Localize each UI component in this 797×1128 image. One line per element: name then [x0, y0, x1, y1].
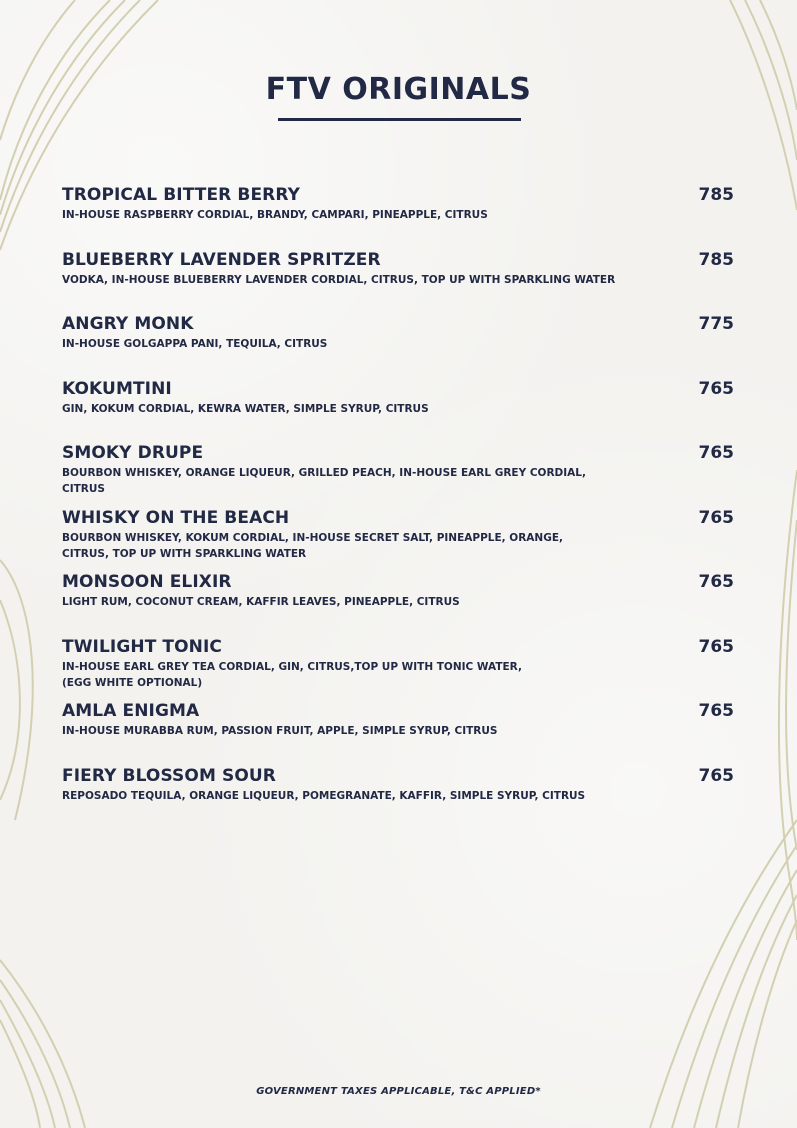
menu-item — [62, 507, 734, 572]
item-price: 785 — [698, 185, 734, 205]
item-description: LIGHT RUM, COCONUT CREAM, KAFFIR LEAVES, PINEAPPLE, CITRUS — [62, 596, 460, 608]
item-description: IN-HOUSE GOLGAPPA PANI, TEQUILA, CITRUS — [62, 338, 328, 350]
menu-item — [62, 571, 734, 636]
item-price: 765 — [698, 636, 734, 657]
title-underline — [278, 118, 521, 121]
item-description: IN-HOUSE MURABBA RUM, PASSION FRUIT, APPLE, SIMPLE SYRUP, CITRUS — [62, 725, 498, 737]
item-description: BOURBON WHISKEY, ORANGE LIQUEUR, GRILLED PEACH, IN-HOUSE EARL GREY CORDIAL, CITRUS — [62, 467, 586, 495]
footer-note: GOVERNMENT TAXES APPLICABLE, T&C APPLIED* — [256, 1086, 541, 1097]
item-price: 765 — [698, 701, 734, 721]
item-description: REPOSADO TEQUILA, ORANGE LIQUEUR, POMEGRANATE, KAFFIR, SIMPLE SYRUP, CITRUS — [62, 789, 586, 802]
menu-item — [62, 765, 734, 830]
item-description: VODKA, IN-HOUSE BLUEBERRY LAVENDER CORDIAL, CITRUS, TOP UP WITH SPARKLING WATER — [62, 273, 616, 286]
item-description: GIN, KOKUM CORDIAL, KEWRA WATER, SIMPLE SYRUP, CITRUS — [62, 402, 429, 415]
item-name: TWILIGHT TONIC — [62, 636, 223, 657]
item-name: ANGRY MONK — [62, 314, 194, 334]
item-price: 785 — [698, 249, 734, 270]
item-name: WHISKY ON THE BEACH — [62, 507, 290, 528]
item-name: AMLA ENIGMA — [62, 701, 200, 721]
cocktail-list — [62, 184, 734, 829]
menu-item — [62, 184, 734, 249]
item-name: MONSOON ELIXIR — [62, 572, 232, 592]
menu-item — [62, 442, 734, 507]
item-description: IN-HOUSE EARL GREY TEA CORDIAL, GIN, CITRUS,TOP UP WITH TONIC WATER, (EGG WHITE OPTIONAL) — [62, 660, 522, 689]
item-name: FIERY BLOSSOM SOUR — [62, 765, 276, 786]
item-price: 765 — [698, 378, 734, 399]
menu-item — [62, 249, 734, 314]
item-description: IN-HOUSE RASPBERRY CORDIAL, BRANDY, CAMPARI, PINEAPPLE, CITRUS — [62, 209, 488, 221]
item-name: KOKUMTINI — [62, 378, 172, 399]
item-price: 765 — [698, 507, 734, 528]
menu-item — [62, 378, 734, 443]
item-description: BOURBON WHISKEY, KOKUM CORDIAL, IN-HOUSE SECRET SALT, PINEAPPLE, ORANGE, CITRUS, TOP UP WITH SPARKLING WATER — [62, 531, 563, 560]
item-price: 765 — [698, 765, 734, 786]
item-price: 765 — [698, 443, 734, 463]
menu-title: FTV ORIGINALS — [265, 72, 532, 107]
menu-item — [62, 313, 734, 378]
item-name: TROPICAL BITTER BERRY — [62, 185, 301, 205]
item-price: 775 — [698, 314, 734, 334]
menu-item — [62, 700, 734, 765]
item-name: BLUEBERRY LAVENDER SPRITZER — [62, 249, 381, 270]
menu-item — [62, 636, 734, 701]
item-price: 765 — [698, 572, 734, 592]
item-name: SMOKY DRUPE — [62, 443, 204, 463]
